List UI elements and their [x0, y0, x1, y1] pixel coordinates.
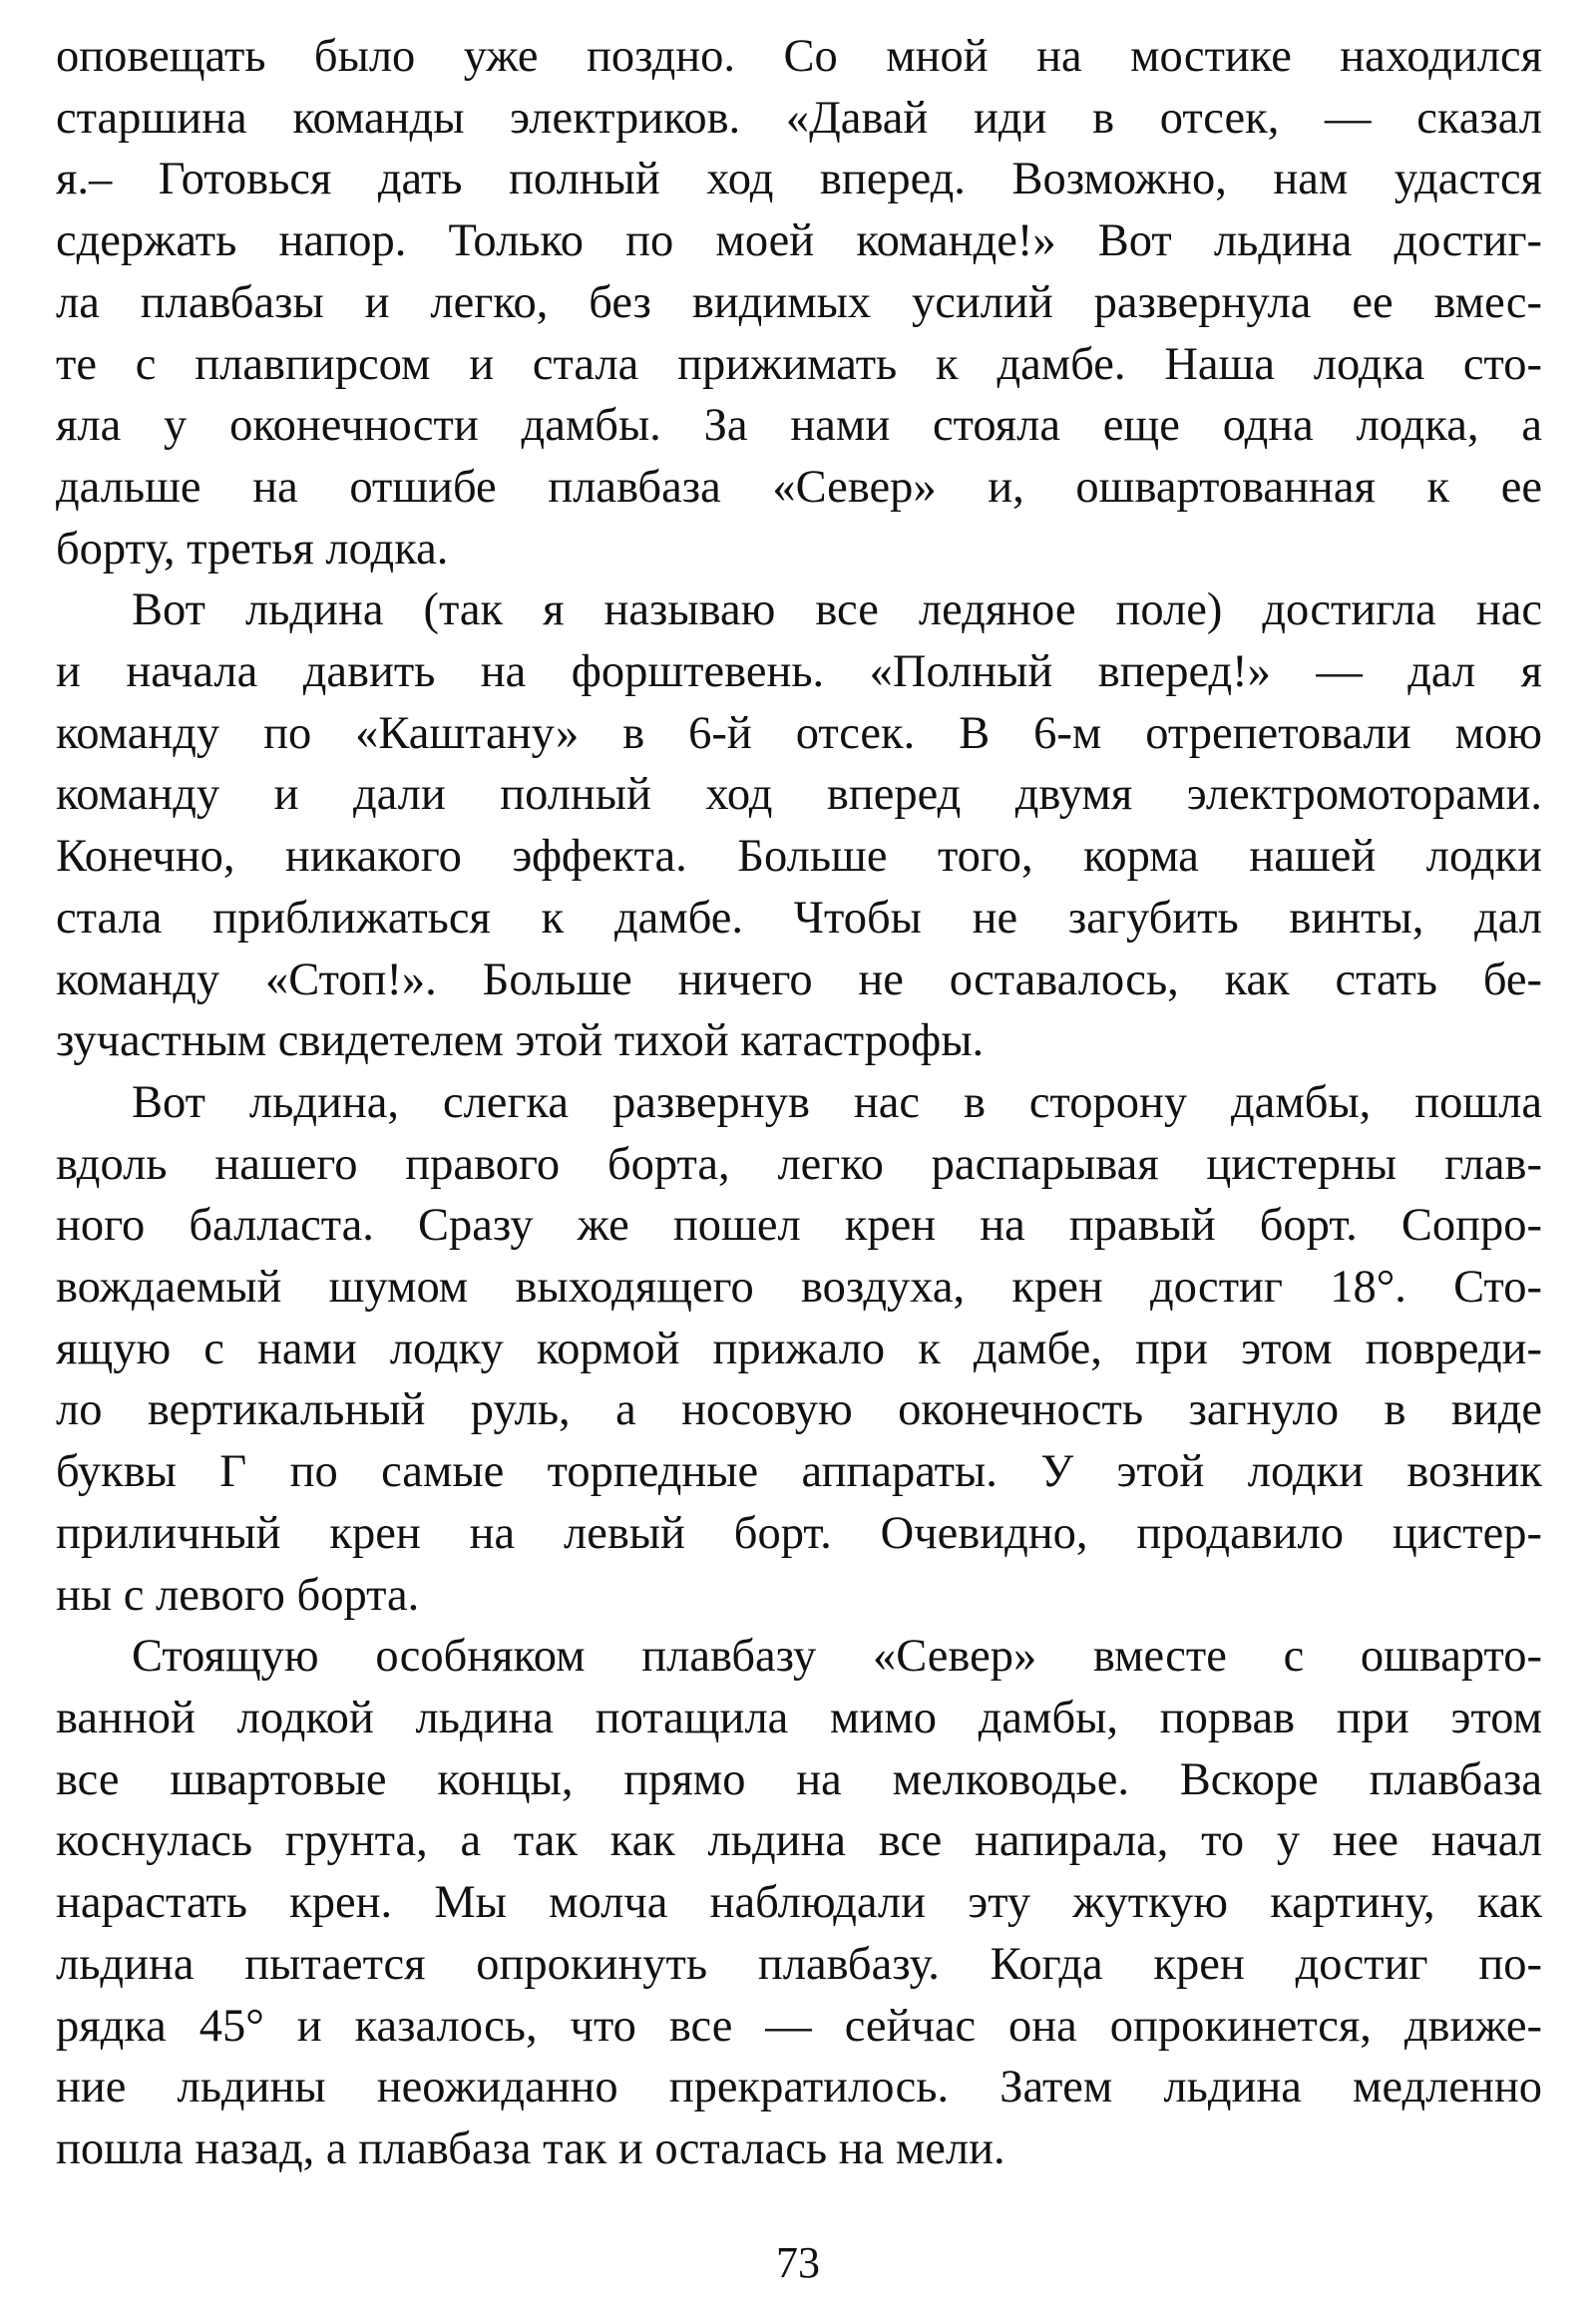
text-line: коснулась грунта, а так как льдина все напирала, то у нее начал: [56, 1815, 1542, 1867]
text-line: ного балласта. Сразу же пошел крен на правый борт. Сопро-: [56, 1200, 1542, 1252]
text-line: и начала давить на форштевень. «Полный вперед!» — дал я: [56, 646, 1542, 698]
book-page: [56, 26, 1542, 2180]
text-line: Вот льдина, слегка развернув нас в сторону дамбы, пошла: [132, 1076, 1542, 1128]
text-line: все швартовые концы, прямо на мелководье. Вскоре плавбаза: [56, 1753, 1542, 1805]
text-line: яла у оконечности дамбы. За нами стояла еще одна лодка, а: [56, 400, 1542, 452]
text-line: стала приближаться к дамбе. Чтобы не загубить винты, дал: [56, 892, 1542, 944]
text-line: Конечно, никакого эффекта. Больше того, корма нашей лодки: [56, 831, 1542, 883]
text-line: дальше на отшибе плавбаза «Север» и, ошвартованная к ее: [56, 461, 1542, 513]
text-line: команду по «Каштану» в 6-й отсек. В 6-м отрепетовали мою: [56, 707, 1542, 759]
text-line: ящую с нами лодку кормой прижало к дамбе, при этом повреди-: [56, 1323, 1542, 1374]
text-line: старшина команды электриков. «Давай иди в отсек, — сказал: [56, 92, 1542, 144]
paragraph-2: [56, 579, 1542, 1072]
text-line: команду и дали полный ход вперед двумя электромоторами.: [56, 769, 1542, 821]
text-line: приличный крен на левый борт. Очевидно, продавило цистер-: [56, 1507, 1542, 1559]
text-line: вдоль нашего правого борта, легко распарывая цистерны глав-: [56, 1138, 1542, 1190]
text-line: сдержать напор. Только по моей команде!» Вот льдина достиг-: [56, 215, 1542, 267]
paragraph-3: [56, 1072, 1542, 1626]
text-line: команду «Стоп!». Больше ничего не оставалось, как стать бе-: [56, 954, 1542, 1005]
text-line: оповещать было уже поздно. Со мной на мостике находился: [56, 31, 1542, 82]
text-line: буквы Г по самые торпедные аппараты. У этой лодки возник: [56, 1446, 1542, 1498]
text-line: ванной лодкой льдина потащила мимо дамбы, порвав при этом: [56, 1692, 1542, 1743]
text-line: я.– Готовься дать полный ход вперед. Возможно, нам удастся: [56, 154, 1542, 205]
text-line: зучастным свидетелем этой тихой катастрофы.: [56, 1015, 985, 1067]
paragraph-1: [56, 26, 1542, 579]
text-line: ла плавбазы и легко, без видимых усилий развернула ее вмес-: [56, 276, 1542, 328]
text-line: борту, третья лодка.: [56, 523, 449, 575]
text-line: ние льдины неожиданно прекратилось. Затем льдина медленно: [56, 2062, 1542, 2113]
text-line: рядка 45° и казалось, что все — сейчас она опрокинется, движе-: [56, 2000, 1542, 2052]
page-number: 73: [776, 2238, 820, 2287]
text-line: ло вертикальный руль, а носовую оконечность загнуло в виде: [56, 1384, 1542, 1436]
text-line: нарастать крен. Мы молча наблюдали эту жуткую картину, как: [56, 1877, 1542, 1929]
text-line: пошла назад, а плавбаза так и осталась на мели.: [56, 2122, 1005, 2174]
text-line: те с плавпирсом и стала прижимать к дамбе. Наша лодка сто-: [56, 338, 1542, 390]
text-line: вождаемый шумом выходящего воздуха, крен достиг 18°. Сто-: [56, 1262, 1542, 1314]
paragraph-4: [56, 1626, 1542, 2179]
text-line: Вот льдина (так я называю все ледяное поле) достигла нас: [132, 584, 1542, 636]
text-line: Стоящую особняком плавбазу «Север» вместе с ошварто-: [132, 1631, 1542, 1683]
text-line: ны с левого борта.: [56, 1569, 420, 1621]
text-line: льдина пытается опрокинуть плавбазу. Когда крен достиг по-: [56, 1938, 1542, 1990]
